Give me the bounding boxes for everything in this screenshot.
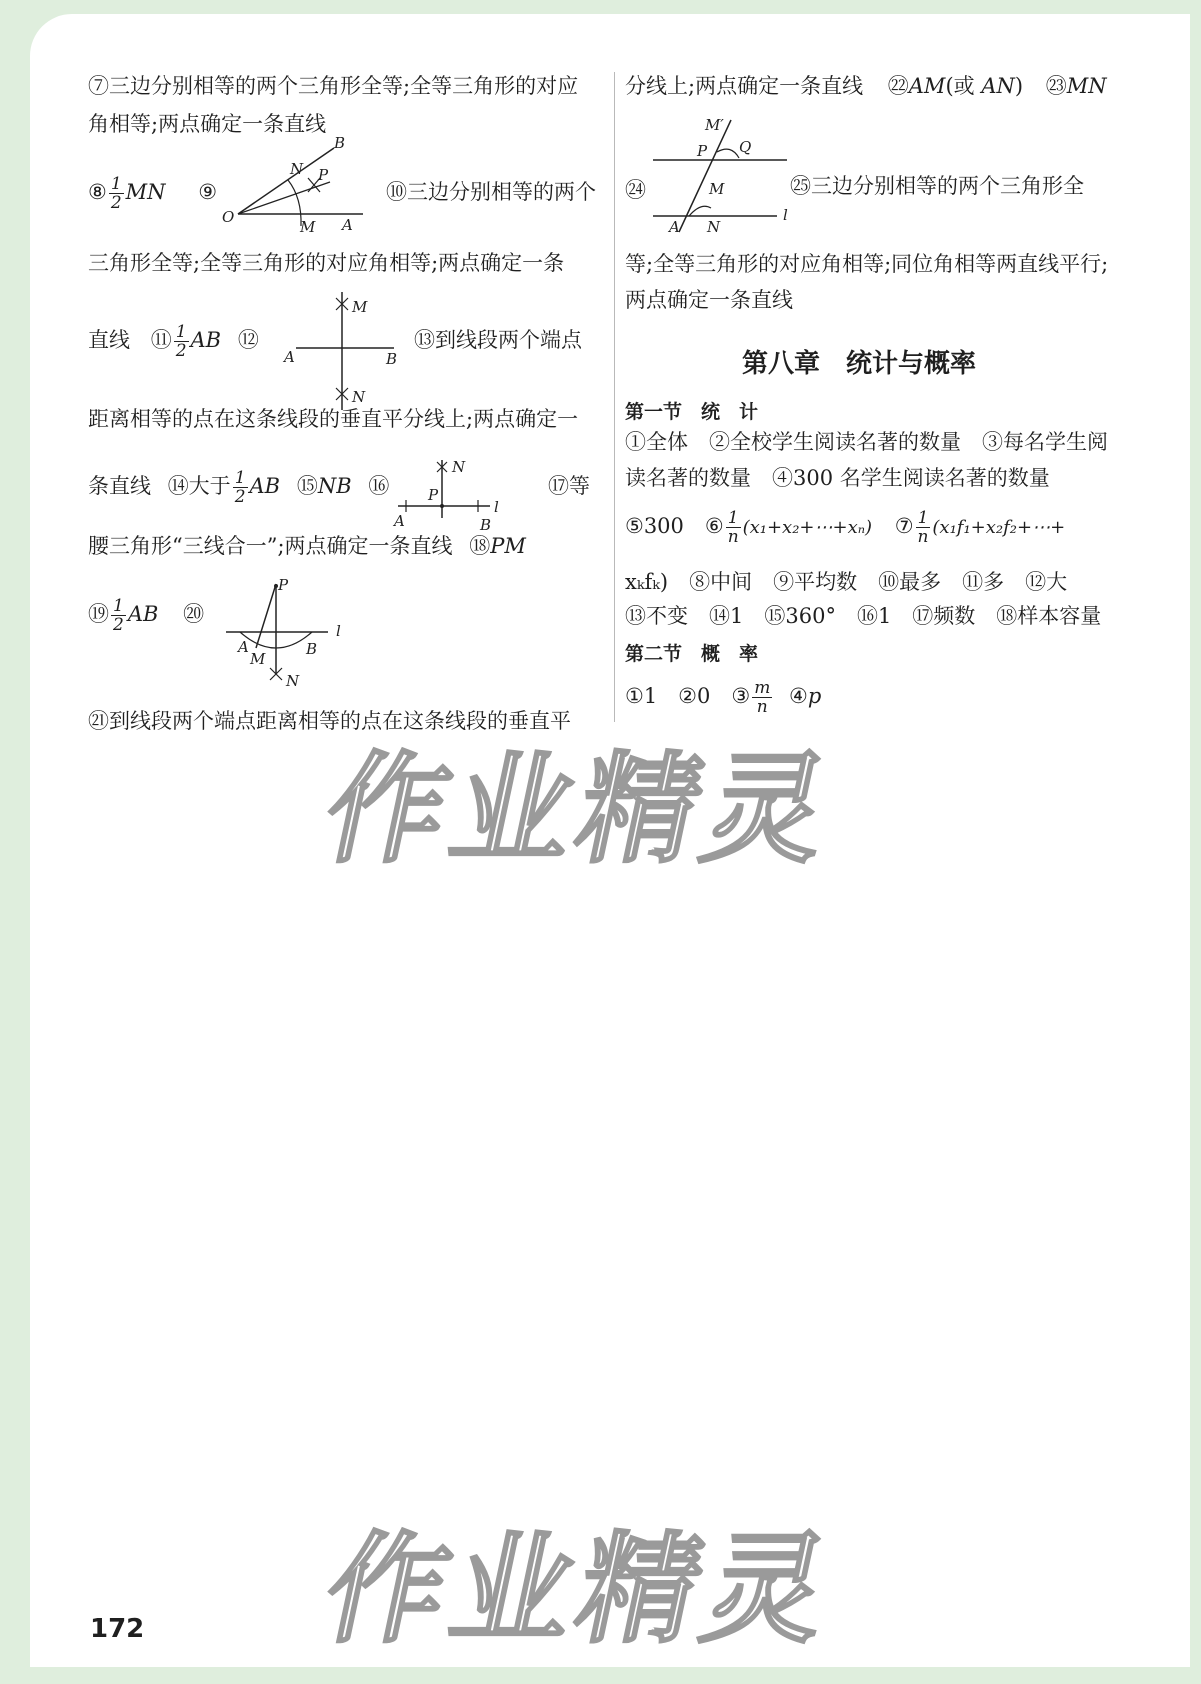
answer-line: ㉔ (625, 178, 646, 202)
section-title: 第二节 概 率 (625, 643, 759, 665)
answer-line: ⑧ $\frac{1}{2}$ MN ⑨ (88, 174, 218, 213)
column-divider (614, 72, 615, 722)
answer-line: 条直线 ⑭大于 $\frac{1}{2}$ AB ⑮NB ⑯ (88, 468, 390, 507)
answer-line: ①1 ②0 ③ $\frac{m}{n}$ ④p (625, 678, 822, 717)
svg-text:l: l (494, 498, 499, 516)
svg-text:B: B (334, 134, 346, 152)
svg-text:l: l (783, 206, 788, 224)
answer-line: 直线 ⑪ $\frac{1}{2}$ AB ⑫ (88, 322, 259, 361)
svg-text:M: M (250, 650, 266, 668)
svg-text:B: B (480, 516, 492, 534)
answer-line: ①全体 ②全校学生阅读名著的数量 ③每名学生阅 (625, 430, 1108, 454)
svg-text:N: N (290, 160, 304, 178)
svg-text:A: A (284, 348, 295, 366)
answer-line: ⑬不变 ⑭1 ⑮360° ⑯1 ⑰频数 ⑱样本容量 (625, 604, 1102, 628)
svg-text:N: N (707, 218, 721, 234)
fraction: $\frac{1}{n}$ (917, 508, 929, 547)
fraction: $\frac{1}{2}$ (175, 322, 187, 361)
svg-text:A: A (238, 638, 249, 656)
answer-line: 等;全等三角形的对应角相等;同位角相等两直线平行; (625, 252, 1109, 276)
answer-line: 距离相等的点在这条线段的垂直平分线上;两点确定一 (88, 407, 579, 431)
watermark: 作业精灵 (312, 1521, 847, 1660)
svg-text:B: B (386, 350, 398, 368)
svg-text:B: B (306, 640, 318, 658)
answer-line: ⑩三边分别相等的两个 (386, 180, 596, 204)
answer-line: ⑤300 ⑥ $\frac{1}{n}$ (x₁+x₂+⋯+xₙ) ⑦ $\frac{1}{n}$ (x₁f₁+x₂f₂+⋯+ (625, 508, 1066, 547)
answer-line: 三角形全等;全等三角形的对应角相等;两点确定一条 (88, 251, 565, 275)
angle-bisector-figure (218, 130, 378, 240)
svg-text:A: A (394, 512, 405, 530)
answer-line: 分线上;两点确定一条直线 ㉒AM(或 AN) ㉓MN (625, 74, 1107, 98)
fraction: $\frac{1}{n}$ (727, 508, 739, 547)
answer-line: 腰三角形“三线合一”;两点确定一条直线 ⑱PM (88, 534, 526, 558)
svg-text:Q: Q (739, 138, 752, 156)
svg-text:A: A (669, 218, 680, 234)
watermark: 作业精灵 (312, 741, 847, 880)
fraction: $\frac{m}{n}$ (754, 678, 771, 717)
svg-text:M: M (709, 180, 725, 198)
answer-line: 两点确定一条直线 (625, 288, 793, 312)
fraction: $\frac{1}{2}$ (234, 468, 246, 507)
fraction: $\frac{1}{2}$ (110, 174, 122, 213)
answer-line: 角相等;两点确定一条直线 (88, 112, 327, 136)
svg-text:P: P (697, 142, 708, 160)
answer-line: ⑲ $\frac{1}{2}$ AB ⑳ (88, 596, 205, 635)
answer-line: 读名著的数量 ④300 名学生阅读名著的数量 (625, 466, 1050, 490)
svg-text:P: P (428, 486, 439, 504)
answer-page (30, 14, 1190, 1667)
svg-text:P: P (318, 166, 329, 184)
answer-line: xₖfₖ) ⑧中间 ⑨平均数 ⑩最多 ⑪多 ⑫大 (625, 570, 1068, 594)
fraction: $\frac{1}{2}$ (113, 596, 124, 635)
svg-text:l: l (336, 622, 341, 640)
svg-text:N: N (286, 672, 300, 688)
perpendicular-from-point-figure (220, 578, 360, 688)
answer-line: ⑬到线段两个端点 (414, 328, 582, 352)
svg-text:M: M (300, 218, 316, 236)
answer-line: ⑰等 (548, 474, 590, 498)
svg-text:N: N (352, 388, 366, 406)
section-title: 第一节 统 计 (625, 401, 759, 423)
svg-text:P: P (278, 578, 289, 594)
answer-line: ㉑到线段两个端点距离相等的点在这条线段的垂直平 (88, 709, 571, 733)
svg-text:N: N (452, 458, 466, 476)
parallel-line-figure (653, 114, 793, 234)
page-number: 172 (90, 1614, 145, 1644)
chapter-title: 第八章 统计与概率 (742, 349, 977, 379)
answer-line: ㉕三边分别相等的两个三角形全 (790, 174, 1084, 198)
svg-text:O: O (222, 208, 235, 226)
perpendicular-line-figure (388, 454, 518, 536)
svg-text:M′: M′ (705, 116, 724, 134)
svg-text:M: M (352, 298, 368, 316)
answer-line: ⑦三边分别相等的两个三角形全等;全等三角形的对应 (88, 74, 579, 98)
svg-text:A: A (342, 216, 353, 234)
